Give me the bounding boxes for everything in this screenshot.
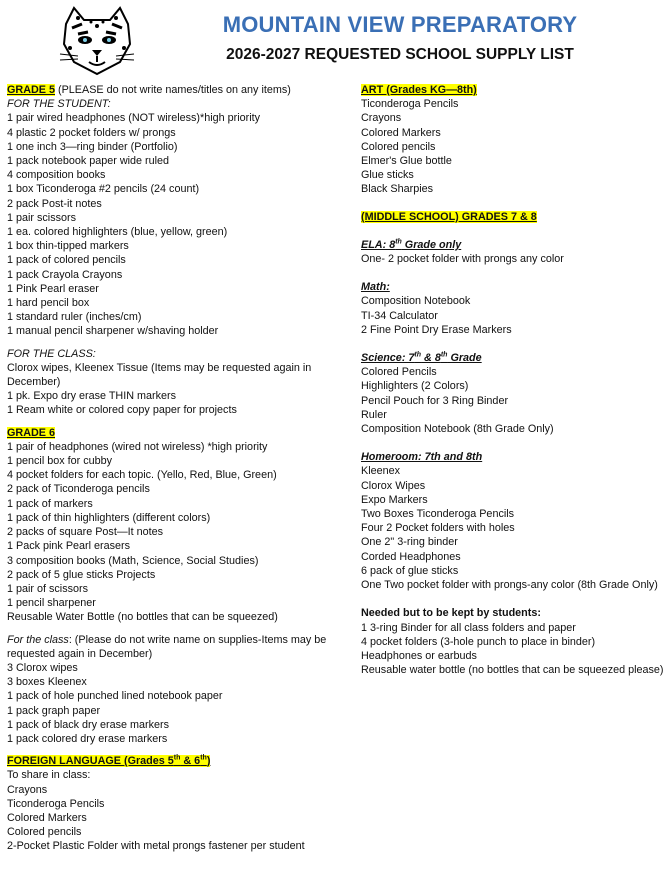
grade6-class-label: For the class	[7, 633, 69, 646]
list-item: 4 composition books	[7, 169, 106, 182]
list-item: 1 pack of markers	[7, 497, 93, 510]
list-item: 1 pack of hole punched lined notebook paper	[7, 690, 223, 703]
ela-heading: ELA: 8th Grade only	[361, 238, 462, 251]
list-item: 1 pair scissors	[7, 211, 76, 224]
list-item: Corded Headphones	[361, 550, 461, 563]
list-item: 2-Pocket Plastic Folder with metal prongs fastener per student	[7, 840, 305, 853]
list-item: 1 pk. Expo dry erase THIN markers	[7, 390, 177, 403]
grade6-heading-line	[7, 426, 347, 440]
list-item: Colored Pencils	[361, 366, 437, 379]
list-item: Elmer's Glue bottle	[361, 155, 452, 168]
list-item: 1 ea. colored highlighters (blue, yellow, green)	[7, 226, 228, 239]
list-item: 1 pencil sharpener	[7, 597, 96, 610]
math-heading: Math:	[361, 281, 390, 294]
list-item: Colored Markers	[7, 811, 87, 824]
foreign-language-heading: FOREIGN LANGUAGE (Grades 5th & 6th)	[7, 754, 211, 768]
list-item: 4 pocket folders (3-hole punch to place in binder)	[361, 635, 596, 648]
list-item: 1 box thin-tipped markers	[7, 240, 129, 253]
list-item: 1 one inch 3—ring binder (Portfolio)	[7, 140, 178, 153]
list-item: 3 composition books (Math, Science, Social Studies)	[7, 554, 259, 567]
needed-heading: Needed but to be kept by students:	[361, 607, 541, 620]
list-item: 6 pack of glue sticks	[361, 564, 459, 577]
list-item: Black Sharpies	[361, 183, 434, 196]
grade5-heading-line	[7, 83, 347, 97]
list-item: Colored Markers	[361, 126, 441, 139]
list-item: Four 2 Pocket folders with holes	[361, 522, 515, 535]
list-item: 1 manual pencil sharpener w/shaving holder	[7, 325, 219, 338]
list-item: To share in class:	[7, 769, 91, 782]
grade5-student-label: FOR THE STUDENT:	[7, 98, 111, 111]
list-item: 4 pocket folders for each topic. (Yello, Red, Blue, Green)	[7, 469, 277, 482]
list-item: 1 Pack pink Pearl erasers	[7, 540, 131, 553]
grade6-class-note	[7, 633, 332, 661]
homeroom-heading: Homeroom: 7th and 8th	[361, 451, 483, 464]
list-item: 1 pack Crayola Crayons	[7, 268, 123, 281]
list-item: 2 pack of 5 glue sticks Projects	[7, 568, 156, 581]
list-item: Two Boxes Ticonderoga Pencils	[361, 508, 515, 521]
list-item: 1 pack notebook paper wide ruled	[7, 155, 170, 168]
list-item: Composition Notebook (8th Grade Only)	[361, 423, 554, 436]
science-heading: Science: 7th & 8th Grade	[361, 351, 482, 365]
grade5-heading: GRADE 5	[7, 84, 55, 96]
list-item: One- 2 pocket folder with prongs any color	[361, 253, 564, 266]
art-heading-line	[361, 83, 666, 97]
list-item: 1 hard pencil box	[7, 297, 90, 310]
list-item: 1 pack graph paper	[7, 704, 101, 717]
list-item: 1 pair wired headphones (NOT wireless)*high priority	[7, 112, 261, 125]
list-item: 1 Ream white or colored copy paper for projects	[7, 404, 237, 417]
list-item: Composition Notebook	[361, 295, 471, 308]
list-item: 2 pack Post-it notes	[7, 197, 102, 210]
list-item: 1 pair of scissors	[7, 582, 89, 595]
grade5-student-list	[7, 111, 347, 338]
list-item: Clorox wipes, Kleenex Tissue (Items may be requested again in December)	[7, 361, 312, 389]
middle-school-heading-line	[361, 210, 666, 224]
list-item: 1 pack of colored pencils	[7, 254, 126, 267]
list-item: Colored pencils	[7, 826, 82, 839]
school-title: MOUNTAIN VIEW PREPARATORY	[222, 12, 578, 37]
list-item: Clorox Wipes	[361, 479, 426, 492]
list-item: 1 pack colored dry erase markers	[7, 732, 168, 745]
grade5-class-label: FOR THE CLASS:	[7, 347, 96, 360]
list-item: Headphones or earbuds	[361, 649, 477, 662]
list-item: 4 plastic 2 pocket folders w/ prongs	[7, 126, 176, 139]
list-item: Crayons	[7, 783, 48, 796]
grade6-class-note-text: : (Please do not write name on supplies-Items may be requested again in December)	[7, 633, 327, 660]
list-item: 1 box Ticonderoga #2 pencils (24 count)	[7, 183, 200, 196]
list-item: 1 3-ring Binder for all class folders and paper	[361, 621, 576, 634]
list-item: Colored pencils	[361, 140, 436, 153]
list-item: Ticonderoga Pencils	[361, 98, 459, 111]
list-item: One Two pocket folder with prongs-any color (8th Grade Only)	[361, 579, 658, 592]
list-item: Glue sticks	[361, 169, 414, 182]
list-item: 3 boxes Kleenex	[7, 676, 87, 689]
snow-leopard-logo-icon	[58, 4, 136, 76]
list-item: 1 pack of black dry erase markers	[7, 718, 170, 731]
foreign-language-heading-line	[7, 754, 347, 768]
list-item: Pencil Pouch for 3 Ring Binder	[361, 394, 509, 407]
list-item: 2 pack of Ticonderoga pencils	[7, 483, 150, 496]
grade5-note: (PLEASE do not write names/titles on any items)	[58, 84, 291, 96]
list-item: Ticonderoga Pencils	[7, 797, 105, 810]
list-item: Crayons	[361, 112, 402, 125]
list-item: Reusable Water Bottle (no bottles that can be squeezed)	[7, 611, 278, 624]
list-item: Ruler	[361, 408, 387, 421]
list-item: 2 Fine Point Dry Erase Markers	[361, 323, 512, 336]
list-item: Reusable water bottle (no bottles that can be squeezed please)	[361, 664, 664, 677]
middle-school-heading: (MIDDLE SCHOOL) GRADES 7 & 8	[361, 210, 537, 223]
supply-list-subtitle: 2026-2027 REQUESTED SCHOOL SUPPLY LIST	[226, 46, 574, 63]
art-heading: ART (Grades KG—8th)	[361, 84, 477, 96]
list-item: 1 Pink Pearl eraser	[7, 282, 99, 295]
right-column	[361, 83, 666, 677]
list-item: 3 Clorox wipes	[7, 661, 78, 674]
list-item: Highlighters (2 Colors)	[361, 380, 469, 393]
list-item: 1 pencil box for cubby	[7, 455, 113, 468]
list-item: Kleenex	[361, 465, 401, 478]
list-item: TI-34 Calculator	[361, 309, 438, 322]
list-item: Expo Markers	[361, 493, 428, 506]
grade6-heading: GRADE 6	[7, 426, 55, 439]
list-item: 1 standard ruler (inches/cm)	[7, 311, 142, 324]
list-item: 1 pair of headphones (wired not wireless) *high priority	[7, 440, 268, 453]
list-item: 1 pack of thin highlighters (different colors)	[7, 511, 211, 524]
list-item: 2 packs of square Post—It notes	[7, 526, 164, 539]
list-item: One 2" 3-ring binder	[361, 536, 458, 549]
left-column	[7, 83, 347, 854]
